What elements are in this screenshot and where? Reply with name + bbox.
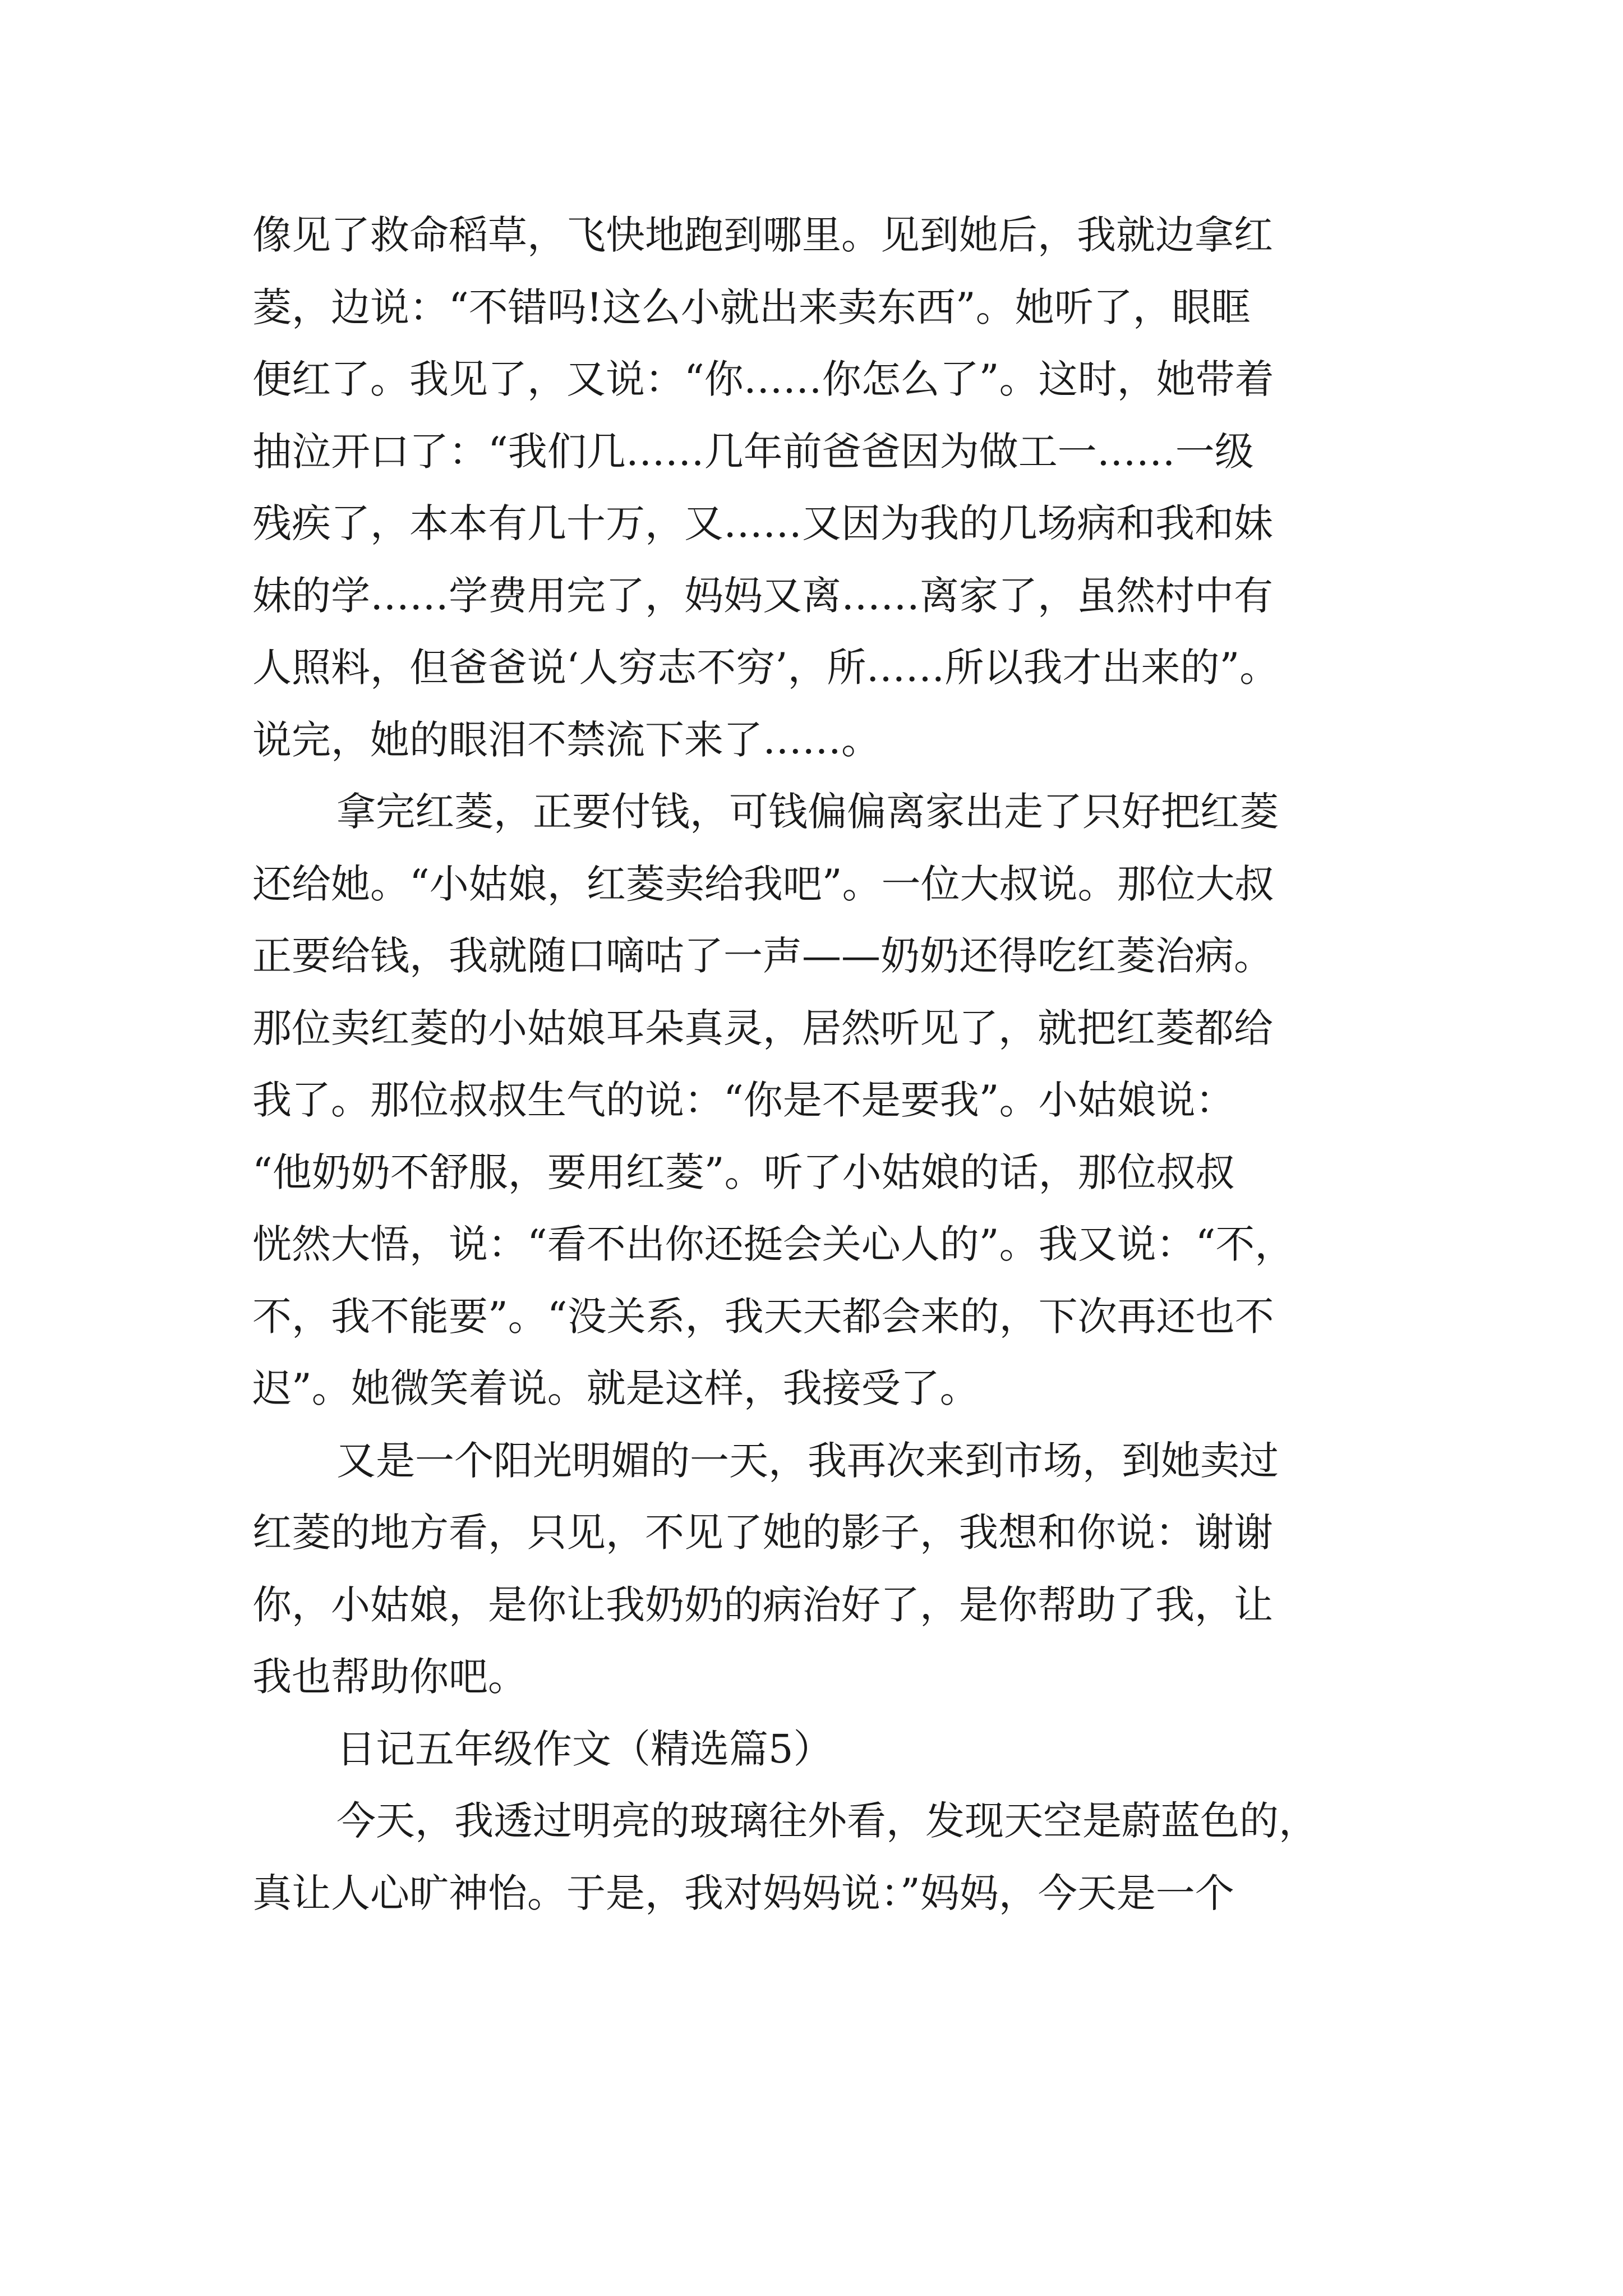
text-line: 菱，边说：“不错吗!这么小就出来卖东西”。她听了，眼眶 [252, 284, 1251, 330]
paragraph-first-line: 今天，我透过明亮的玻璃往外看，发现天空是蔚蓝色的， [336, 1798, 1318, 1844]
text-line: 人照料，但爸爸说‘人穷志不穷’，所……所以我才出来的”。 [252, 645, 1279, 691]
paragraph-first-line: 拿完红菱，正要付钱，可钱偏偏离家出走了只好把红菱 [336, 789, 1279, 835]
text-line: 说完，她的眼泪不禁流下来了……。 [252, 716, 880, 763]
text-line: 红菱的地方看，只见，不见了她的影子，我想和你说：谢谢 [252, 1510, 1273, 1556]
text-line: 还给她。“小姑娘，红菱卖给我吧”。一位大叔说。那位大叔 [252, 861, 1274, 907]
text-line: “他奶奶不舒服，要用红菱”。听了小姑娘的话，那位叔叔 [252, 1149, 1235, 1195]
text-line: 像见了救命稻草，飞快地跑到哪里。见到她后，我就边拿红 [252, 212, 1273, 258]
text-line: 妹的学……学费用完了，妈妈又离……离家了，虽然村中有 [252, 572, 1273, 619]
text-line: 残疾了，本本有几十万，又……又因为我的几场病和我和妹 [252, 500, 1273, 546]
body-text [252, 199, 1458, 1929]
section-heading: 日记五年级作文（精选篇5） [336, 1726, 833, 1772]
text-line: 我也帮助你吧。 [252, 1654, 527, 1700]
text-line: 迟”。她微笑着说。就是这样，我接受了。 [252, 1365, 979, 1411]
text-line: 抽泣开口了：“我们几……几年前爸爸因为做工一……一级 [252, 428, 1254, 475]
text-line: 便红了。我见了，又说：“你……你怎么了”。这时，她带着 [252, 356, 1274, 402]
text-line: 不，我不能要”。“没关系，我天天都会来的，下次再还也不 [252, 1293, 1274, 1340]
text-line: 恍然大悟，说：“看不出你还挺会关心人的”。我又说：“不， [252, 1221, 1294, 1267]
text-line: 真让人心旷神怡。于是，我对妈妈说：”妈妈，今天是一个 [252, 1870, 1234, 1916]
text-line: 我了。那位叔叔生气的说：“你是不是要我”。小姑娘说： [252, 1077, 1235, 1123]
paragraph-first-line: 又是一个阳光明媚的一天，我再次来到市场，到她卖过 [336, 1437, 1279, 1484]
text-line: 那位卖红菱的小姑娘耳朵真灵，居然听见了，就把红菱都给 [252, 1005, 1273, 1051]
text-line: 你，小姑娘，是你让我奶奶的病治好了，是你帮助了我，让 [252, 1581, 1273, 1628]
text-line: 正要给钱，我就随口嘀咕了一声——奶奶还得吃红菱治病。 [252, 933, 1273, 979]
